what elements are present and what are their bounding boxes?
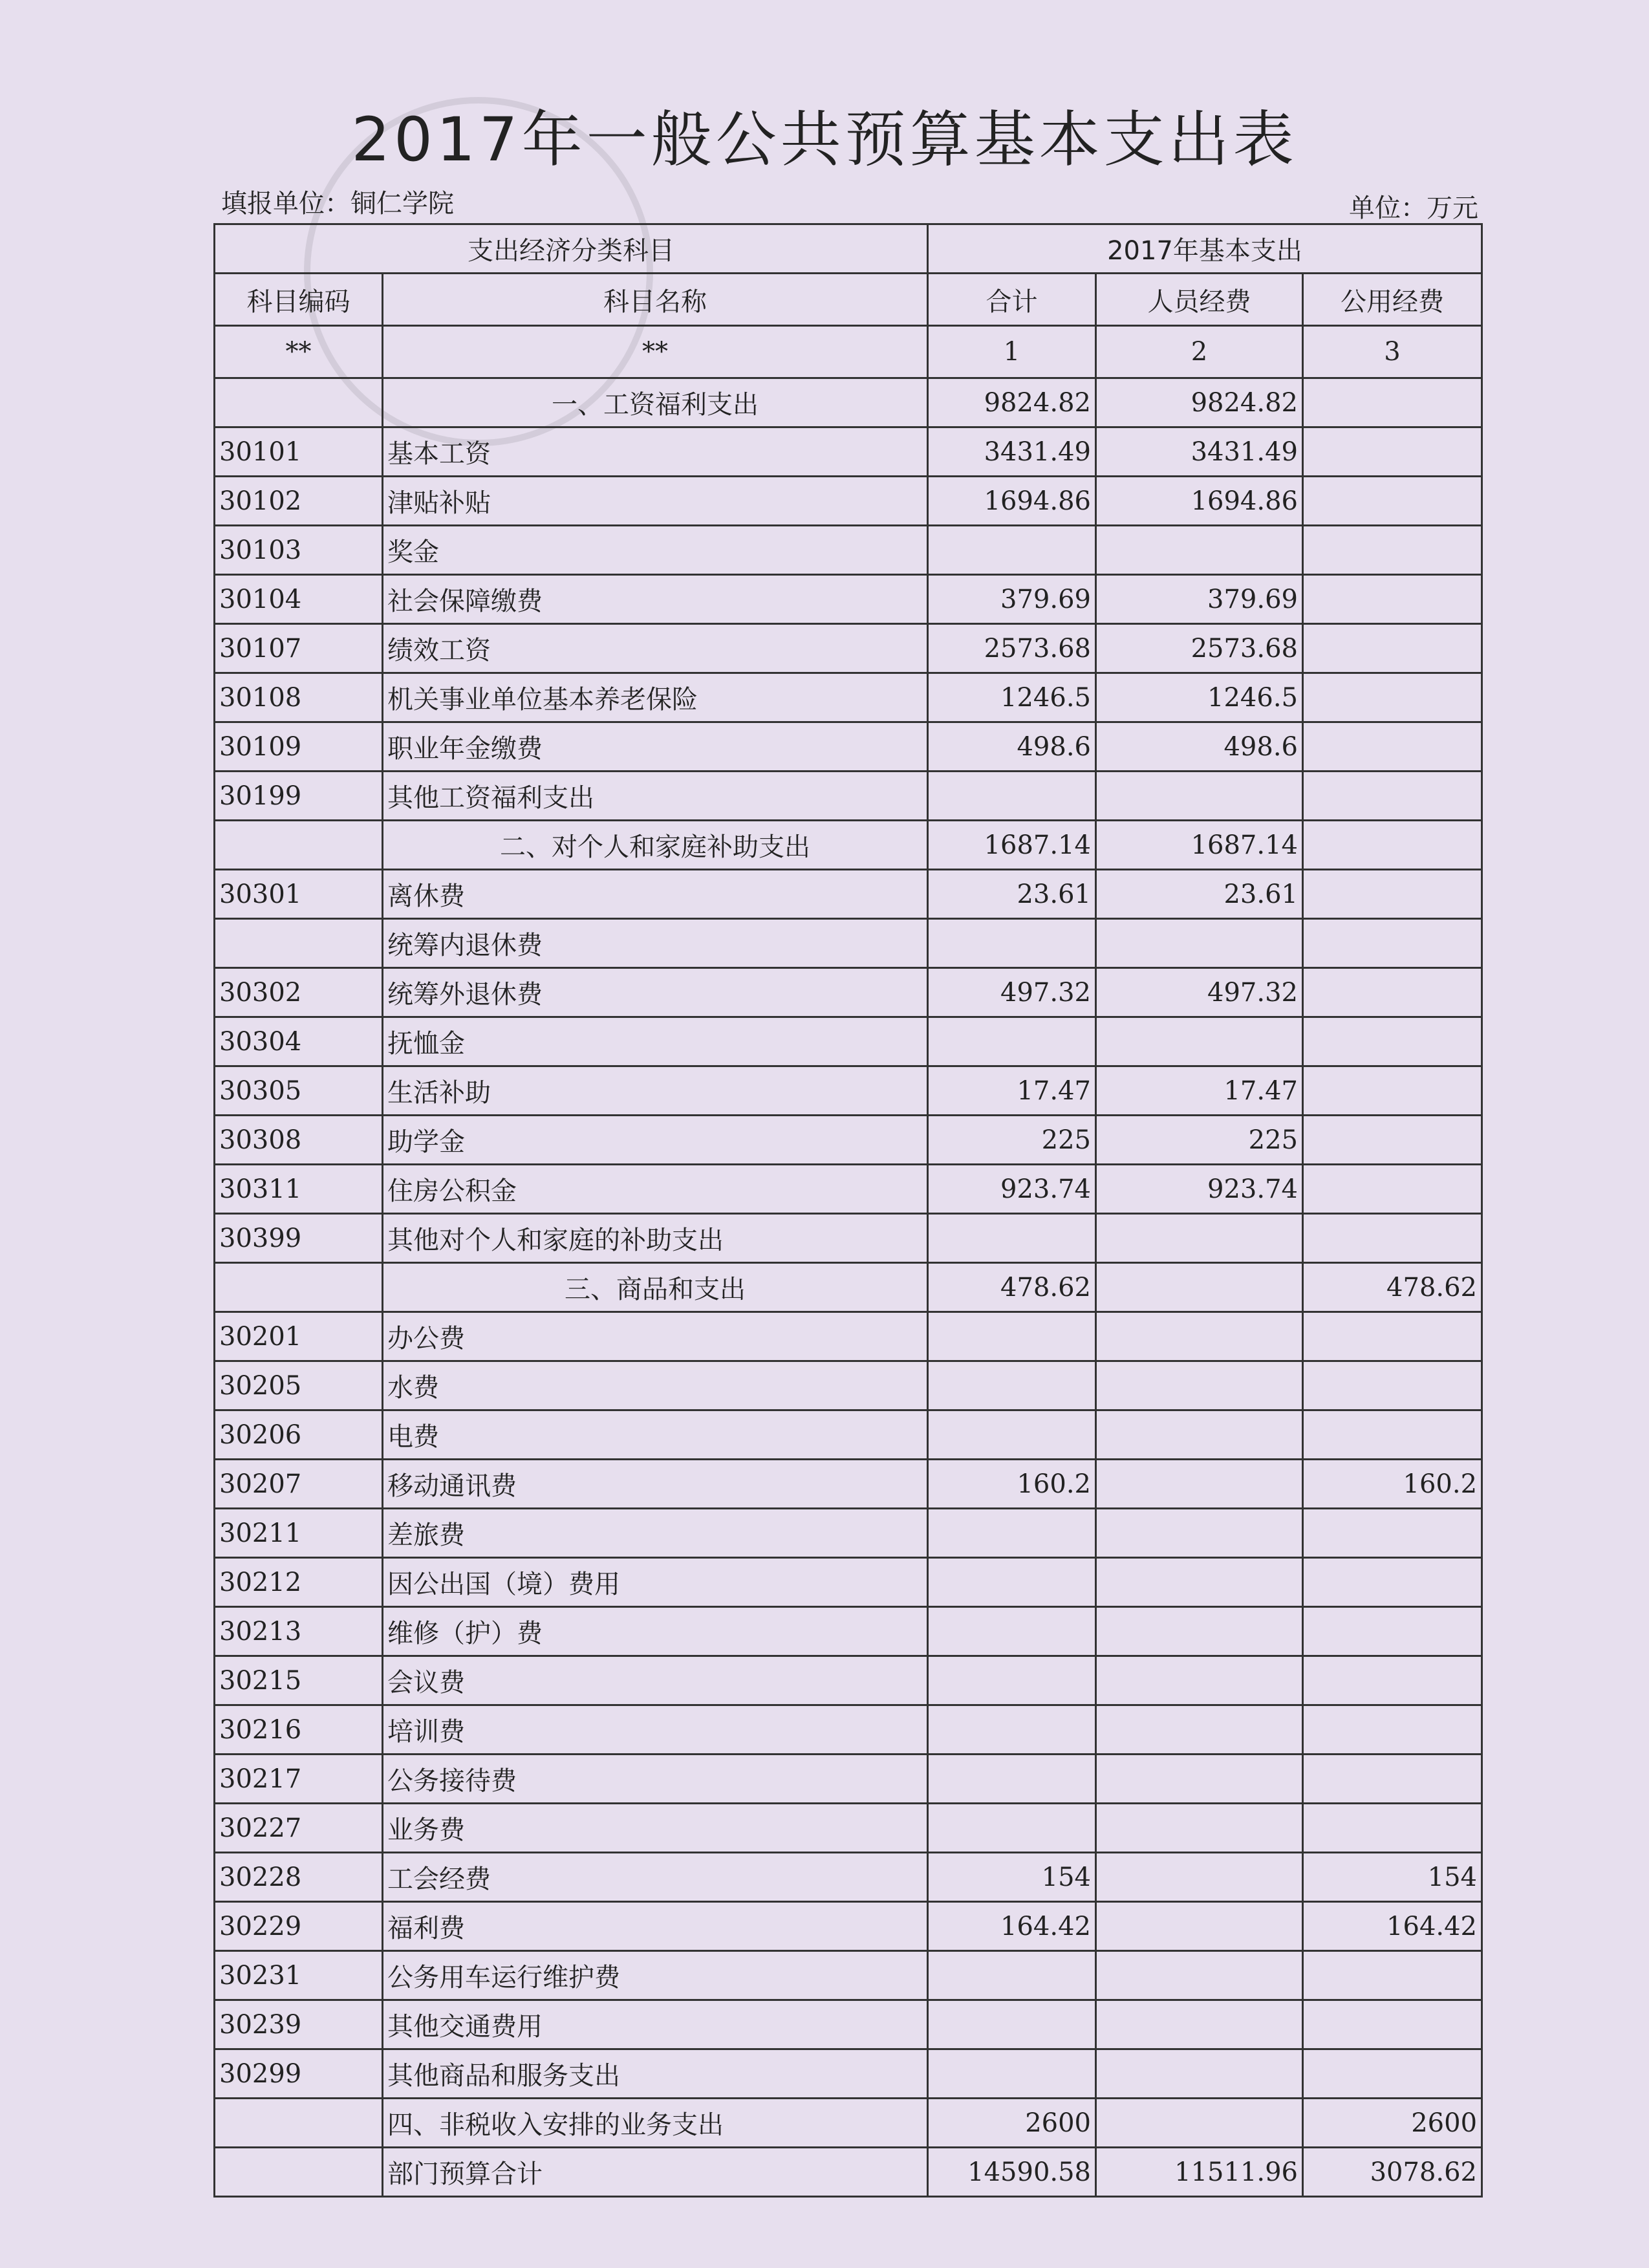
cell-public — [1303, 1165, 1482, 1214]
cell-code: 30399 — [215, 1214, 383, 1263]
cell-code: 30211 — [215, 1509, 383, 1558]
cell-name: 统筹外退休费 — [383, 968, 928, 1017]
cell-code: 30239 — [215, 2000, 383, 2049]
cell-public — [1303, 427, 1482, 477]
cell-public — [1303, 1509, 1482, 1558]
cell-personnel — [1096, 1607, 1303, 1656]
cell-total — [928, 2049, 1096, 2099]
table-row — [215, 1165, 1482, 1214]
cell-personnel: 1687.14 — [1096, 821, 1303, 870]
header-code: 科目编码 — [215, 274, 383, 326]
table-row — [215, 1705, 1482, 1755]
cell-name: 业务费 — [383, 1804, 928, 1853]
cell-code: 30311 — [215, 1165, 383, 1214]
cell-code: 30102 — [215, 477, 383, 526]
header-group-right: 2017年基本支出 — [928, 224, 1482, 274]
table-row — [215, 1214, 1482, 1263]
header-group-left: 支出经济分类科目 — [215, 224, 928, 274]
cell-total: 923.74 — [928, 1165, 1096, 1214]
cell-total — [928, 1656, 1096, 1705]
cell-total: 498.6 — [928, 722, 1096, 772]
table-row — [215, 1410, 1482, 1460]
cell-personnel: 1694.86 — [1096, 477, 1303, 526]
header-public: 公用经费 — [1303, 274, 1482, 326]
cell-name: 公务用车运行维护费 — [383, 1951, 928, 2000]
table-row — [215, 1066, 1482, 1116]
header-row-columns — [215, 274, 1482, 326]
cell-total: 154 — [928, 1853, 1096, 1902]
cell-total: 23.61 — [928, 870, 1096, 919]
table-row — [215, 1558, 1482, 1607]
cell-personnel — [1096, 919, 1303, 968]
cell-code — [215, 1263, 383, 1312]
cell-public — [1303, 821, 1482, 870]
table-row — [215, 1656, 1482, 1705]
table-row — [215, 575, 1482, 624]
cell-personnel — [1096, 1017, 1303, 1066]
cell-public — [1303, 1656, 1482, 1705]
cell-total — [928, 1705, 1096, 1755]
cell-total: 1694.86 — [928, 477, 1096, 526]
cell-total: 164.42 — [928, 1902, 1096, 1951]
cell-total — [928, 1361, 1096, 1410]
section-row — [215, 2148, 1482, 2197]
cell-code: 30206 — [215, 1410, 383, 1460]
table-row — [215, 870, 1482, 919]
cell-name: 机关事业单位基本养老保险 — [383, 673, 928, 722]
cell-total — [928, 1607, 1096, 1656]
table-row — [215, 1312, 1482, 1361]
cell-public — [1303, 477, 1482, 526]
cell-code: 30109 — [215, 722, 383, 772]
cell-code — [215, 821, 383, 870]
table-row — [215, 477, 1482, 526]
cell-code: 30308 — [215, 1116, 383, 1165]
index-name: ** — [383, 326, 928, 378]
cell-code: 30205 — [215, 1361, 383, 1410]
table-row — [215, 673, 1482, 722]
cell-public — [1303, 1804, 1482, 1853]
cell-name: 因公出国（境）费用 — [383, 1558, 928, 1607]
table-row — [215, 1509, 1482, 1558]
cell-total — [928, 1312, 1096, 1361]
header-name: 科目名称 — [383, 274, 928, 326]
header-row-group — [215, 224, 1482, 274]
cell-name: 助学金 — [383, 1116, 928, 1165]
cell-name: 其他对个人和家庭的补助支出 — [383, 1214, 928, 1263]
cell-public — [1303, 1705, 1482, 1755]
cell-personnel — [1096, 1705, 1303, 1755]
cell-total — [928, 526, 1096, 575]
cell-public — [1303, 1410, 1482, 1460]
cell-public — [1303, 1116, 1482, 1165]
cell-code: 30108 — [215, 673, 383, 722]
cell-code: 30229 — [215, 1902, 383, 1951]
cell-total — [928, 1755, 1096, 1804]
cell-personnel — [1096, 526, 1303, 575]
table-row — [215, 968, 1482, 1017]
cell-personnel: 9824.82 — [1096, 378, 1303, 427]
cell-total — [928, 2000, 1096, 2049]
section-row — [215, 1263, 1482, 1312]
cell-total: 497.32 — [928, 968, 1096, 1017]
cell-personnel: 379.69 — [1096, 575, 1303, 624]
cell-personnel: 497.32 — [1096, 968, 1303, 1017]
cell-public — [1303, 1558, 1482, 1607]
table-row — [215, 624, 1482, 673]
cell-code — [215, 2148, 383, 2197]
cell-code — [215, 378, 383, 427]
cell-name: 离休费 — [383, 870, 928, 919]
cell-total: 225 — [928, 1116, 1096, 1165]
cell-name: 基本工资 — [383, 427, 928, 477]
cell-public — [1303, 526, 1482, 575]
cell-public: 154 — [1303, 1853, 1482, 1902]
page-title: 2017年一般公共预算基本支出表 — [351, 105, 1298, 175]
cell-personnel: 1246.5 — [1096, 673, 1303, 722]
table-row — [215, 2049, 1482, 2099]
cell-total: 379.69 — [928, 575, 1096, 624]
index-3: 3 — [1303, 326, 1482, 378]
cell-total — [928, 1951, 1096, 2000]
cell-name: 电费 — [383, 1410, 928, 1460]
cell-personnel — [1096, 1410, 1303, 1460]
header-row-index — [215, 326, 1482, 378]
cell-total: 478.62 — [928, 1263, 1096, 1312]
cell-total: 2573.68 — [928, 624, 1096, 673]
cell-name: 三、商品和支出 — [383, 1263, 928, 1312]
cell-public — [1303, 722, 1482, 772]
cell-total — [928, 1804, 1096, 1853]
cell-total: 3431.49 — [928, 427, 1096, 477]
table-row — [215, 1755, 1482, 1804]
cell-code: 30104 — [215, 575, 383, 624]
cell-name: 一、工资福利支出 — [383, 378, 928, 427]
cell-public: 2600 — [1303, 2099, 1482, 2148]
cell-public — [1303, 1607, 1482, 1656]
cell-personnel — [1096, 1902, 1303, 1951]
cell-public — [1303, 2049, 1482, 2099]
cell-name: 生活补助 — [383, 1066, 928, 1116]
table-row — [215, 772, 1482, 821]
cell-personnel — [1096, 2000, 1303, 2049]
cell-total: 1687.14 — [928, 821, 1096, 870]
cell-name: 其他工资福利支出 — [383, 772, 928, 821]
cell-total: 9824.82 — [928, 378, 1096, 427]
cell-total: 14590.58 — [928, 2148, 1096, 2197]
table-row — [215, 1017, 1482, 1066]
cell-code — [215, 2099, 383, 2148]
cell-code: 30302 — [215, 968, 383, 1017]
cell-code: 30101 — [215, 427, 383, 477]
cell-personnel — [1096, 2099, 1303, 2148]
table-row — [215, 919, 1482, 968]
cell-name: 统筹内退休费 — [383, 919, 928, 968]
cell-code: 30305 — [215, 1066, 383, 1116]
index-1: 1 — [928, 326, 1096, 378]
section-row — [215, 821, 1482, 870]
cell-total — [928, 1558, 1096, 1607]
cell-personnel: 23.61 — [1096, 870, 1303, 919]
cell-name: 四、非税收入安排的业务支出 — [383, 2099, 928, 2148]
cell-code: 30227 — [215, 1804, 383, 1853]
cell-personnel: 225 — [1096, 1116, 1303, 1165]
cell-name: 绩效工资 — [383, 624, 928, 673]
table-row — [215, 1460, 1482, 1509]
table-row — [215, 1804, 1482, 1853]
table-row — [215, 2000, 1482, 2049]
cell-name: 二、对个人和家庭补助支出 — [383, 821, 928, 870]
cell-personnel: 498.6 — [1096, 722, 1303, 772]
cell-code: 30304 — [215, 1017, 383, 1066]
cell-name: 办公费 — [383, 1312, 928, 1361]
cell-code — [215, 919, 383, 968]
cell-personnel: 3431.49 — [1096, 427, 1303, 477]
cell-name: 移动通讯费 — [383, 1460, 928, 1509]
cell-code: 30228 — [215, 1853, 383, 1902]
index-2: 2 — [1096, 326, 1303, 378]
cell-public — [1303, 1214, 1482, 1263]
cell-total — [928, 1214, 1096, 1263]
cell-name: 部门预算合计 — [383, 2148, 928, 2197]
cell-public — [1303, 378, 1482, 427]
cell-public — [1303, 1066, 1482, 1116]
cell-code: 30231 — [215, 1951, 383, 2000]
cell-code: 30107 — [215, 624, 383, 673]
cell-public — [1303, 919, 1482, 968]
cell-name: 抚恤金 — [383, 1017, 928, 1066]
cell-name: 培训费 — [383, 1705, 928, 1755]
cell-code: 30215 — [215, 1656, 383, 1705]
cell-name: 维修（护）费 — [383, 1607, 928, 1656]
cell-personnel — [1096, 1656, 1303, 1705]
cell-name: 住房公积金 — [383, 1165, 928, 1214]
cell-total: 17.47 — [928, 1066, 1096, 1116]
cell-total — [928, 919, 1096, 968]
cell-total: 1246.5 — [928, 673, 1096, 722]
cell-personnel — [1096, 1214, 1303, 1263]
cell-total: 2600 — [928, 2099, 1096, 2148]
cell-name: 其他商品和服务支出 — [383, 2049, 928, 2099]
cell-public: 3078.62 — [1303, 2148, 1482, 2197]
cell-personnel — [1096, 1460, 1303, 1509]
cell-personnel — [1096, 1804, 1303, 1853]
cell-total — [928, 1017, 1096, 1066]
cell-personnel — [1096, 1509, 1303, 1558]
cell-code: 30201 — [215, 1312, 383, 1361]
table-row — [215, 1607, 1482, 1656]
cell-personnel: 11511.96 — [1096, 2148, 1303, 2197]
table-row — [215, 1853, 1482, 1902]
header-total: 合计 — [928, 274, 1096, 326]
budget-table — [213, 223, 1483, 2198]
cell-code: 30103 — [215, 526, 383, 575]
table-row — [215, 1116, 1482, 1165]
cell-name: 水费 — [383, 1361, 928, 1410]
cell-name: 奖金 — [383, 526, 928, 575]
cell-personnel: 2573.68 — [1096, 624, 1303, 673]
header-personnel: 人员经费 — [1096, 274, 1303, 326]
table-row — [215, 1361, 1482, 1410]
cell-name: 工会经费 — [383, 1853, 928, 1902]
cell-public — [1303, 772, 1482, 821]
table-row — [215, 1951, 1482, 2000]
cell-code: 30213 — [215, 1607, 383, 1656]
cell-public — [1303, 968, 1482, 1017]
cell-public — [1303, 1361, 1482, 1410]
cell-personnel: 17.47 — [1096, 1066, 1303, 1116]
section-row — [215, 2099, 1482, 2148]
cell-total: 160.2 — [928, 1460, 1096, 1509]
cell-total — [928, 1410, 1096, 1460]
cell-personnel: 923.74 — [1096, 1165, 1303, 1214]
table-row — [215, 526, 1482, 575]
cell-public — [1303, 1017, 1482, 1066]
cell-public — [1303, 1951, 1482, 2000]
cell-personnel — [1096, 1312, 1303, 1361]
cell-total — [928, 772, 1096, 821]
cell-personnel — [1096, 772, 1303, 821]
cell-code: 30207 — [215, 1460, 383, 1509]
cell-public: 164.42 — [1303, 1902, 1482, 1951]
cell-personnel — [1096, 2049, 1303, 2099]
cell-public: 478.62 — [1303, 1263, 1482, 1312]
cell-public — [1303, 2000, 1482, 2049]
cell-name: 福利费 — [383, 1902, 928, 1951]
cell-personnel — [1096, 1755, 1303, 1804]
cell-code: 30212 — [215, 1558, 383, 1607]
cell-public — [1303, 575, 1482, 624]
cell-personnel — [1096, 1263, 1303, 1312]
cell-public — [1303, 624, 1482, 673]
cell-code: 30199 — [215, 772, 383, 821]
cell-public — [1303, 1312, 1482, 1361]
cell-personnel — [1096, 1558, 1303, 1607]
cell-public — [1303, 1755, 1482, 1804]
cell-name: 公务接待费 — [383, 1755, 928, 1804]
cell-public: 160.2 — [1303, 1460, 1482, 1509]
cell-name: 差旅费 — [383, 1509, 928, 1558]
cell-name: 津贴补贴 — [383, 477, 928, 526]
table-row — [215, 427, 1482, 477]
cell-public — [1303, 870, 1482, 919]
cell-name: 会议费 — [383, 1656, 928, 1705]
table-row — [215, 1902, 1482, 1951]
cell-personnel — [1096, 1853, 1303, 1902]
currency-unit: 单位：万元 — [1349, 193, 1478, 223]
reporting-unit: 填报单位：铜仁学院 — [221, 189, 454, 219]
cell-total — [928, 1509, 1096, 1558]
cell-code: 30299 — [215, 2049, 383, 2099]
cell-name: 其他交通费用 — [383, 2000, 928, 2049]
cell-code: 30301 — [215, 870, 383, 919]
cell-name: 职业年金缴费 — [383, 722, 928, 772]
cell-code: 30217 — [215, 1755, 383, 1804]
cell-public — [1303, 673, 1482, 722]
table-row — [215, 722, 1482, 772]
section-row — [215, 378, 1482, 427]
cell-personnel — [1096, 1361, 1303, 1410]
cell-personnel — [1096, 1951, 1303, 2000]
index-code: ** — [215, 326, 383, 378]
cell-name: 社会保障缴费 — [383, 575, 928, 624]
cell-code: 30216 — [215, 1705, 383, 1755]
